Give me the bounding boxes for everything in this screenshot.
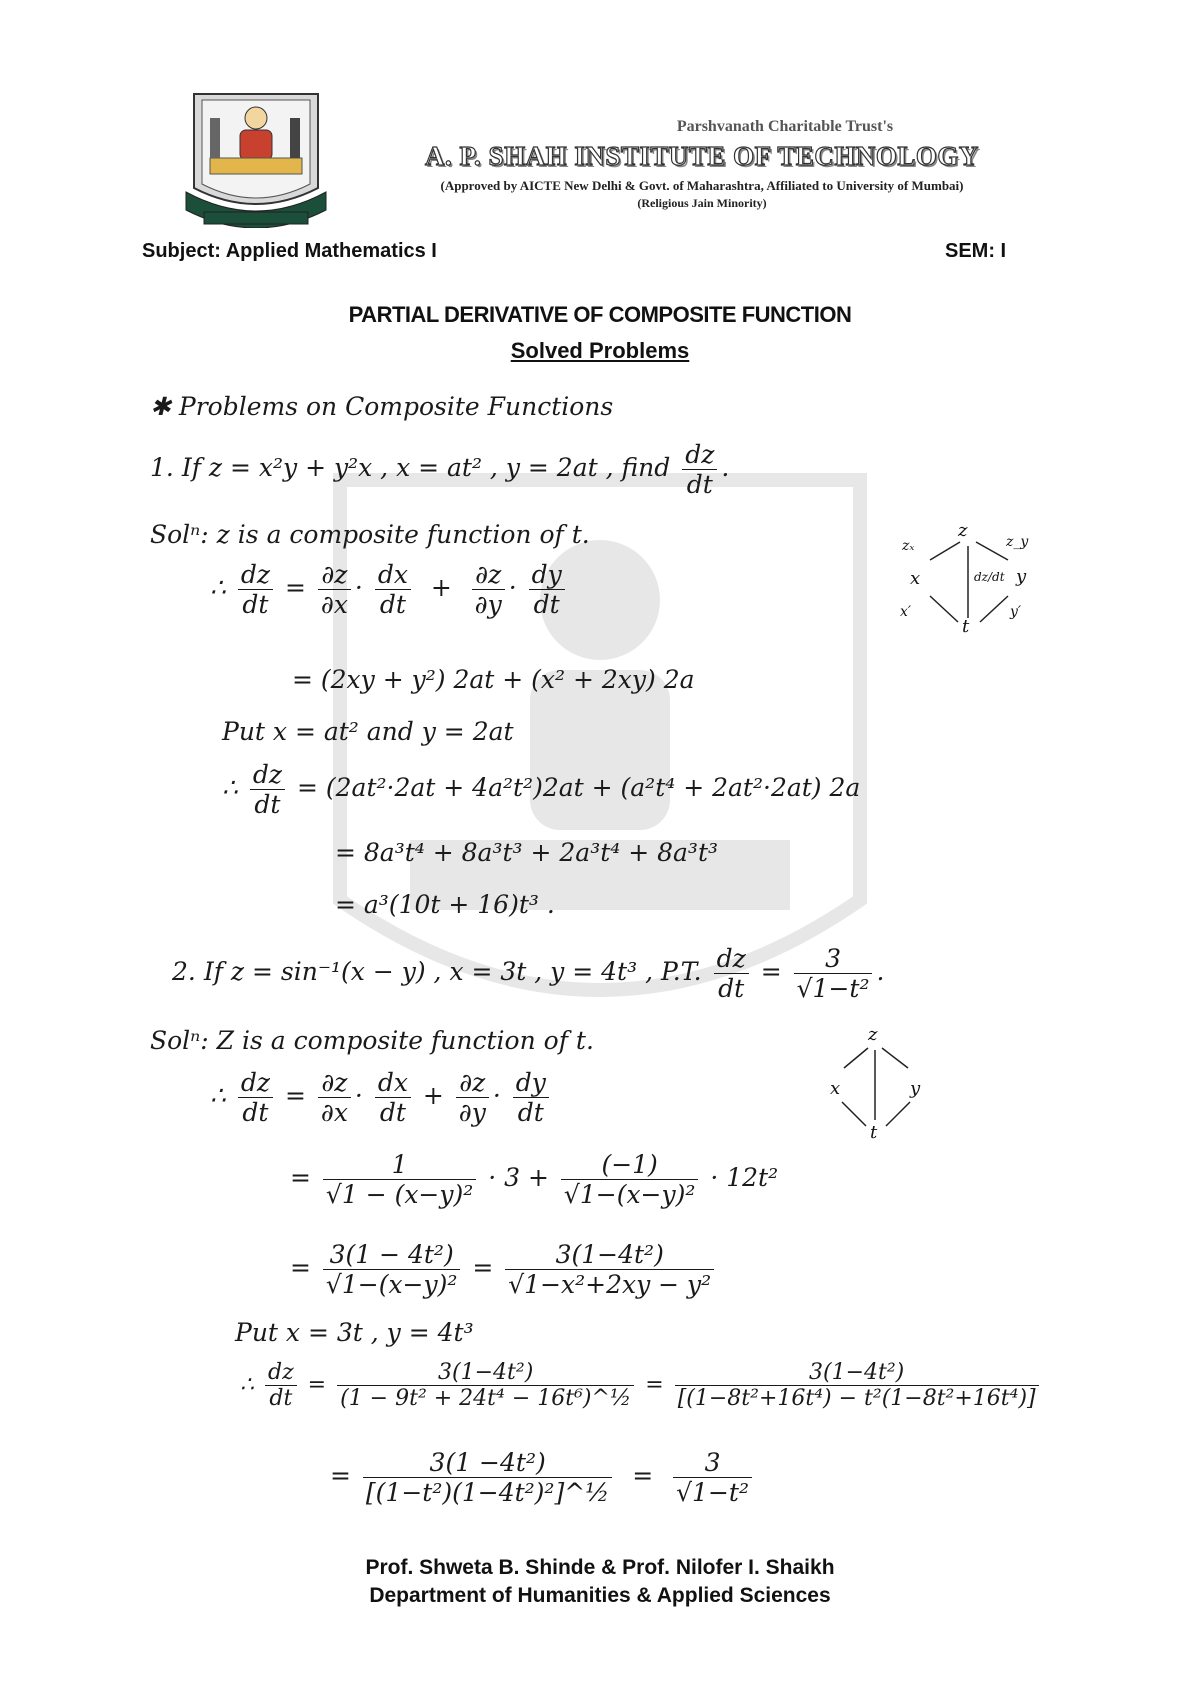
chain-t1 [318, 1068, 351, 1127]
num: dz [265, 1360, 297, 1386]
institute-name: A. P. SHAH INSTITUTE OF TECHNOLOGY [425, 141, 979, 171]
s4-a [363, 1448, 612, 1507]
den: dt [718, 974, 745, 1003]
den: ∂x [320, 590, 348, 619]
den: ∂x [320, 1098, 348, 1127]
num: dx [375, 560, 411, 590]
solution-1-substitution: Put x = at² and y = 2at [222, 717, 514, 746]
solution-2-substitution: Put x = 3t , y = 4t³ [235, 1318, 474, 1347]
solution-2-chain-rule: ∴ $\frac{dz}{dt}$ = $\frac{\partial z}{\partial x}$ · $\frac{dx}{dt}$ + $\frac{\partial z}{\partial y}$ · $\frac{dy}{dt}$ [210, 1068, 553, 1127]
num: dz [250, 760, 285, 790]
s3-lhs [265, 1360, 297, 1411]
subject-label: Subject: Applied Mathematics I [142, 240, 437, 262]
tree-1-y: y [1016, 566, 1027, 587]
semester-label: SEM: I [945, 240, 1007, 262]
solution-2-step-3: ∴ $\frac{dz}{dt}$ = $\frac{\text{3(1−4t²)}}{\text{(1 − 9t² + 24t⁴ − 16t⁶)\textasciicircum{}½}}$ = $\frac{\text{3(1−4t²)}}{\text{[(1−8t²+16t⁴) − t²(1−8t²+16t⁴)]}}$ [240, 1360, 1043, 1411]
footer-department: Department of Humanities & Applied Sciences [369, 1584, 831, 1607]
den: √1−x²+2xy − y² [508, 1270, 712, 1299]
num: 3(1−4t²) [505, 1240, 714, 1270]
num: ∂z [456, 1068, 489, 1098]
tree-2-z: z [868, 1024, 878, 1045]
s2-a [323, 1240, 460, 1299]
solution-1-step-4: = a³(10t + 16)t³ . [335, 890, 555, 919]
tree-1-yprime: y′ [1010, 604, 1022, 620]
fraction-numerator: dz [682, 440, 717, 470]
s3-b [675, 1360, 1039, 1411]
den: √1−(x−y)² [325, 1270, 458, 1299]
tree-2-t: t [870, 1122, 878, 1143]
chain-t2 [375, 1068, 411, 1127]
solution-2-intro: Solⁿ: Z is a composite function of t. [150, 1026, 594, 1055]
s1-end: · 12t² [710, 1163, 779, 1192]
problem-2-statement: 2. If z = sin⁻¹(x − y) , x = 3t , y = 4t³ , P.T. $\frac{dz}{dt}$ = $\frac{3}{\text{√1−t²}}$ . [172, 944, 885, 1003]
tree-1-z: z [958, 520, 968, 541]
tree-2-x: x [830, 1078, 841, 1099]
tree-1-zx: zₓ [902, 538, 915, 554]
chain-lhs [238, 1068, 273, 1127]
den: ∂y [458, 1098, 486, 1127]
num: dx [375, 1068, 411, 1098]
chain-t3 [456, 1068, 489, 1127]
tree-1-zy: z_y [1006, 534, 1029, 550]
solution-1-step-2: ∴ $\frac{dz}{dt}$ = (2at²·2at + 4a²t²)2at + (a²t⁴ + 2at²·2at) 2a [222, 760, 861, 819]
tree-1-xprime: x′ [900, 604, 912, 620]
num: 3(1−4t²) [675, 1360, 1039, 1386]
solution-2-step-4: = $\frac{\text{3(1 −4t²)}}{\text{[(1−t²)(1−4t²)²]\textasciicircum{}½}}$ = $\frac{3}{\text{√1−t²}}$ [330, 1448, 756, 1507]
problem-1-text: If z = x²y + y²x , x = at² , y = 2at , find [181, 453, 671, 482]
approval-text: (Approved by AICTE New Delhi & Govt. of Maharashtra, Affiliated to University of Mumbai) [440, 178, 964, 193]
fraction-denominator: dt [686, 470, 713, 499]
num: ∂z [472, 560, 505, 590]
num: 3(1 −4t²) [363, 1448, 612, 1478]
solution-1-chain-rule: ∴ $\frac{dz}{dt}$ = $\frac{\partial z}{\partial x}$ · $\frac{dx}{dt}$ + $\frac{\partial z}{\partial y}$ · $\frac{dy}{dt}$ [210, 560, 569, 619]
num: dy [513, 1068, 549, 1098]
problem-2-number: 2. [172, 957, 196, 986]
num: (−1) [561, 1150, 698, 1180]
dependency-tree-2 [820, 1022, 930, 1142]
solution-2-step-1: = $\frac{1}{\text{√1 − (x−y)²}}$ · 3 + $\frac{(-1)}{\text{√1−(x−y)²}}$ · 12t² [290, 1150, 779, 1209]
den: dt [379, 1098, 406, 1127]
s4-b [673, 1448, 752, 1507]
problem-2-lhs [714, 944, 749, 1003]
s1-t2 [561, 1150, 698, 1209]
problem-1-fraction [682, 440, 717, 499]
s3-a [337, 1360, 634, 1411]
num: ∂z [318, 560, 351, 590]
tree-2-y: y [910, 1078, 921, 1099]
problem-1-number: 1. [150, 453, 174, 482]
solution-1-step-1: = (2xy + y²) 2at + (x² + 2xy) 2a [292, 665, 695, 694]
den: [(1−t²)(1−4t²)²]^½ [365, 1478, 610, 1507]
num: dz [238, 1068, 273, 1098]
footer-authors: Prof. Shweta B. Shinde & Prof. Nilofer I. Shaikh [365, 1556, 835, 1579]
den: dt [242, 1098, 269, 1127]
num: dz [238, 560, 273, 590]
s1-mid: · 3 + [488, 1163, 549, 1192]
den: dt [517, 1098, 544, 1127]
chain-t1 [318, 560, 351, 619]
tree-1-dzdt: dz/dt [974, 570, 1005, 584]
den: dt [379, 590, 406, 619]
s2-b [505, 1240, 714, 1299]
institute-logo [180, 88, 332, 228]
document-subtitle: Solved Problems [510, 338, 690, 363]
trust-name: Parshvanath Charitable Trust's [676, 118, 894, 135]
chain-lhs [238, 560, 273, 619]
num: dz [714, 944, 749, 974]
num: 1 [323, 1150, 476, 1180]
problem-1-statement: 1. If z = x²y + y²x , x = at² , y = 2at , find $\frac{dz}{dt}$ . [150, 440, 730, 499]
den: dt [533, 590, 560, 619]
den: [(1−8t²+16t⁴) − t²(1−8t²+16t⁴)] [677, 1386, 1036, 1411]
problem-2-text: If z = sin⁻¹(x − y) , x = 3t , y = 4t³ , P.T. [203, 957, 702, 986]
chain-t3 [472, 560, 505, 619]
solution-1-intro: Solⁿ: z is a composite function of t. [150, 520, 590, 549]
minority-text: (Religious Jain Minority) [637, 196, 767, 210]
solution-1-step-3: = 8a³t⁴ + 8a³t³ + 2a³t⁴ + 8a³t³ [335, 838, 719, 867]
tree-1-x: x [910, 568, 921, 589]
num: 3 [673, 1448, 752, 1478]
num: 3(1−4t²) [337, 1360, 634, 1386]
problem-2-rhs [794, 944, 873, 1003]
den: dt [254, 790, 281, 819]
solution-2-step-2: = $\frac{\text{3(1 − 4t²)}}{\text{√1−(x−y)²}}$ = $\frac{\text{3(1−4t²)}}{\text{√1−x²+2xy − y²}}$ [290, 1240, 718, 1299]
section-heading: ✱ Problems on Composite Functions [150, 392, 614, 421]
den: √1−t² [796, 974, 870, 1003]
dependency-tree-1 [890, 520, 1040, 640]
den: (1 − 9t² + 24t⁴ − 16t⁶)^½ [340, 1386, 632, 1411]
step-2-lhs [250, 760, 285, 819]
num: 3 [794, 944, 873, 974]
den: √1−(x−y)² [563, 1180, 696, 1209]
tree-1-t: t [962, 616, 970, 637]
chain-t2 [375, 560, 411, 619]
num: dy [529, 560, 565, 590]
den: dt [242, 590, 269, 619]
s1-t1 [323, 1150, 476, 1209]
chain-t4 [513, 1068, 549, 1127]
document-title: PARTIAL DERIVATIVE OF COMPOSITE FUNCTION [348, 302, 852, 327]
chain-t4 [529, 560, 565, 619]
step-2-rhs: = (2at²·2at + 4a²t²)2at + (a²t⁴ + 2at²·2at) 2a [297, 773, 861, 802]
num: ∂z [318, 1068, 351, 1098]
den: √1 − (x−y)² [325, 1180, 474, 1209]
num: 3(1 − 4t²) [323, 1240, 460, 1270]
den: dt [269, 1386, 293, 1411]
den: √1−t² [676, 1478, 749, 1507]
den: ∂y [474, 590, 502, 619]
